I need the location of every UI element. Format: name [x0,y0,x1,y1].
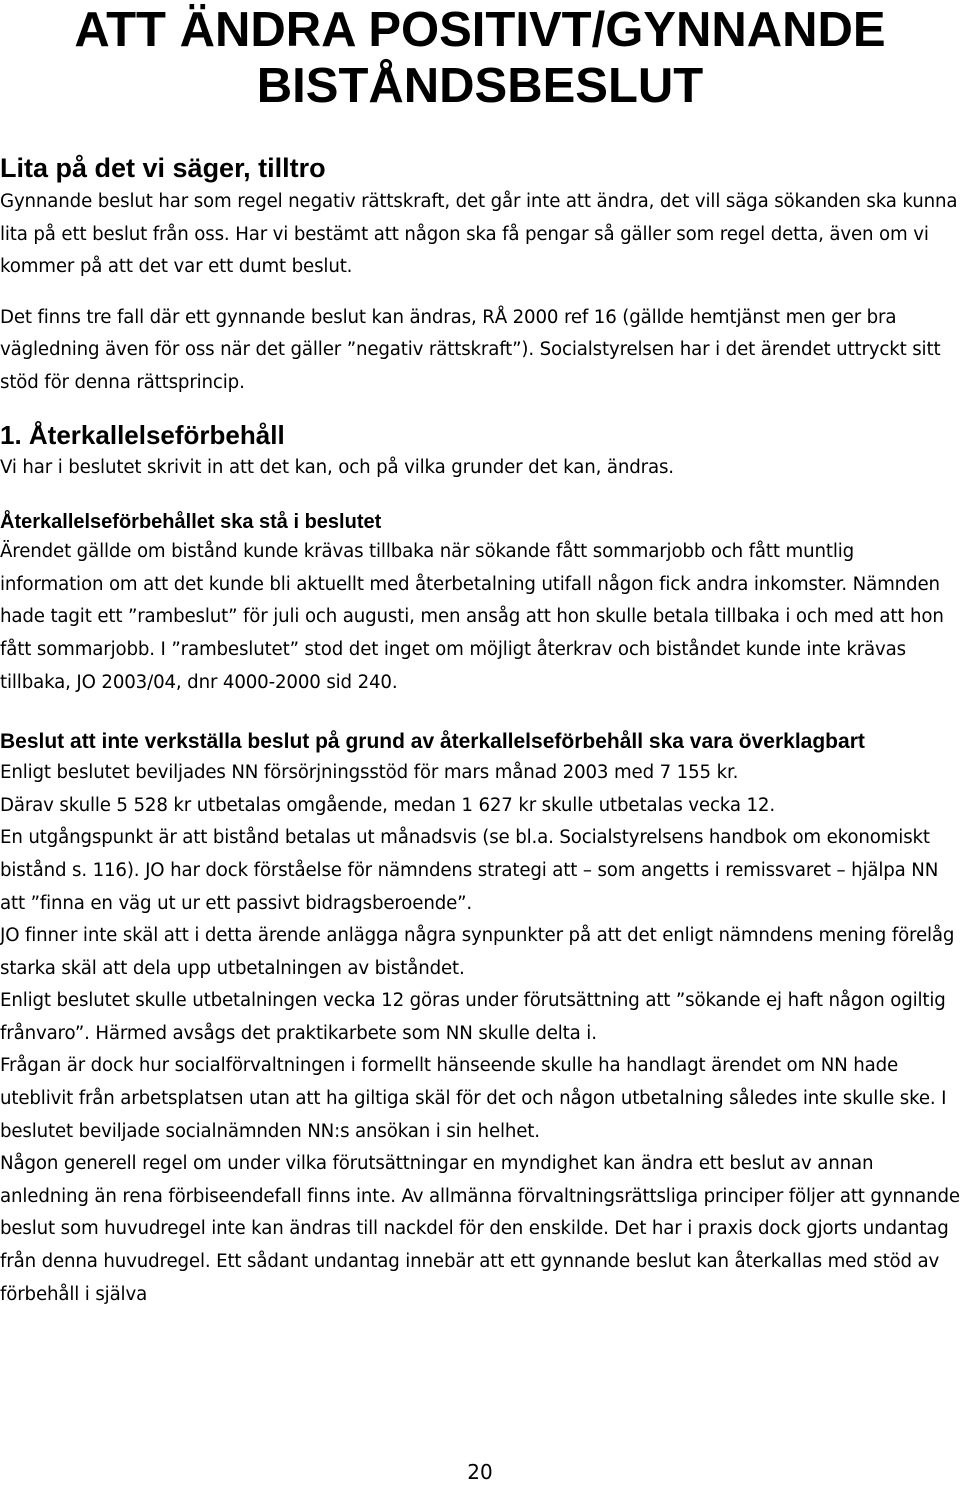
page-title-line-1: ATT ÄNDRA POSITIVT/GYNNANDE [74,3,886,57]
paragraph-aterkallelseforbehall: Vi har i beslutet skrivit in att det kan, och på vilka grunder det kan, ändras. [0,456,674,478]
page-title-line-2: BISTÅNDSBESLUT [256,59,704,113]
page-number: 20 [467,1460,493,1484]
paragraph-line-4: JO finner inte skäl att i detta ärende anlägga några synpunkter på att det enligt nämndens mening förelåg starka skäl att dela upp utbetalningen av biståndet. [0,925,955,979]
paragraph-tre-fall: Det finns tre fall där ett gynnande beslut kan ändras, RÅ 2000 ref 16 (gällde hemtjänst men ger bra vägledning även för oss när det gäller ”negativ rättskraft”). Socialstyrelsen har i det ärendet uttryckt sitt stöd för denna rättsprincip. [0,306,941,393]
paragraph-line-3: En utgångspunkt är att bistånd betalas ut månadsvis (se bl.a. Socialstyrelsens handbok om ekonomiskt bistånd s. 116). JO har dock förståelse för nämndens strategi att – som angetts i remissvaret – hjälpa NN att ”finna en väg ut ur ett passivt bidragsberoende”. [0,827,939,914]
paragraph-line-1: Enligt beslutet beviljades NN försörjningsstöd för mars månad 2003 med 7 155 kr. [0,762,739,784]
page-title [0,2,960,114]
document-body [0,150,960,1311]
section-heading-sta-i-beslutet: Återkallelseförbehållet ska stå i beslutet [0,511,382,534]
paragraph-line-7: Någon generell regel om under vilka förutsättningar en myndighet kan ändra ett beslut av annan anledning än rena förbiseendefall finns inte. Av allmänna förvaltningsrättsliga principer följer att gynnande beslut som huvudregel inte kan ändras till nackdel för den enskilde. Det har i praxis dock gjorts undantag från denna huvudregel. Ett sådant undantag innebär att ett gynnande beslut kan återkallas med stöd av förbehåll i själva [0,1153,960,1305]
section-heading-aterkallelseforbehall: 1. Återkallelseförbehåll [0,419,285,450]
paragraph-line-2: Därav skulle 5 528 kr utbetalas omgående, medan 1 627 kr skulle utbetalas vecka 12. [0,794,775,816]
paragraph-negativ-rattskraft: Gynnande beslut har som regel negativ rättskraft, det går inte att ändra, det vill säga sökanden ska kunna lita på ett beslut från oss. Har vi bestämt att någon ska få pengar så gäller som regel detta, även om vi kommer på att det var ett dumt beslut. [0,191,958,278]
paragraph-line-6: Frågan är dock hur socialförvaltningen i formellt hänseende skulle ha handlagt ärendet om NN hade uteblivit från arbetsplatsen utan att ha giltiga skäl för det och någon utbetalning således inte skulle ske. I beslutet beviljade socialnämnden NN:s ansökan i sin helhet. [0,1055,947,1142]
section-heading-overklagbart: Beslut att inte verkställa beslut på grund av återkallelseförbehåll ska vara överklagbart [0,730,865,754]
paragraph-line-5: Enligt beslutet skulle utbetalningen vecka 12 göras under förutsättning att ”sökande ej haft någon ogiltig frånvaro”. Härmed avsågs det praktikarbete som NN skulle delta i. [0,990,946,1044]
section-heading-tilltro: Lita på det vi säger, tilltro [0,153,326,183]
paragraph-sommarjobb: Ärendet gällde om bistånd kunde krävas tillbaka när sökande fått sommarjobb och fått muntlig information om att det kunde bli aktuellt med återbetalning utifall någon fick andra inkomster. Nämnden hade tagit ett ”rambeslut” för juli och augusti, men ansåg att hon skulle betala tillbaka i och med att hon fått sommarjobb. I ”rambeslutet” stod det inget om möjligt återkrav och biståndet kunde inte krävas tillbaka, JO 2003/04, dnr 4000-2000 sid 240. [0,541,944,693]
